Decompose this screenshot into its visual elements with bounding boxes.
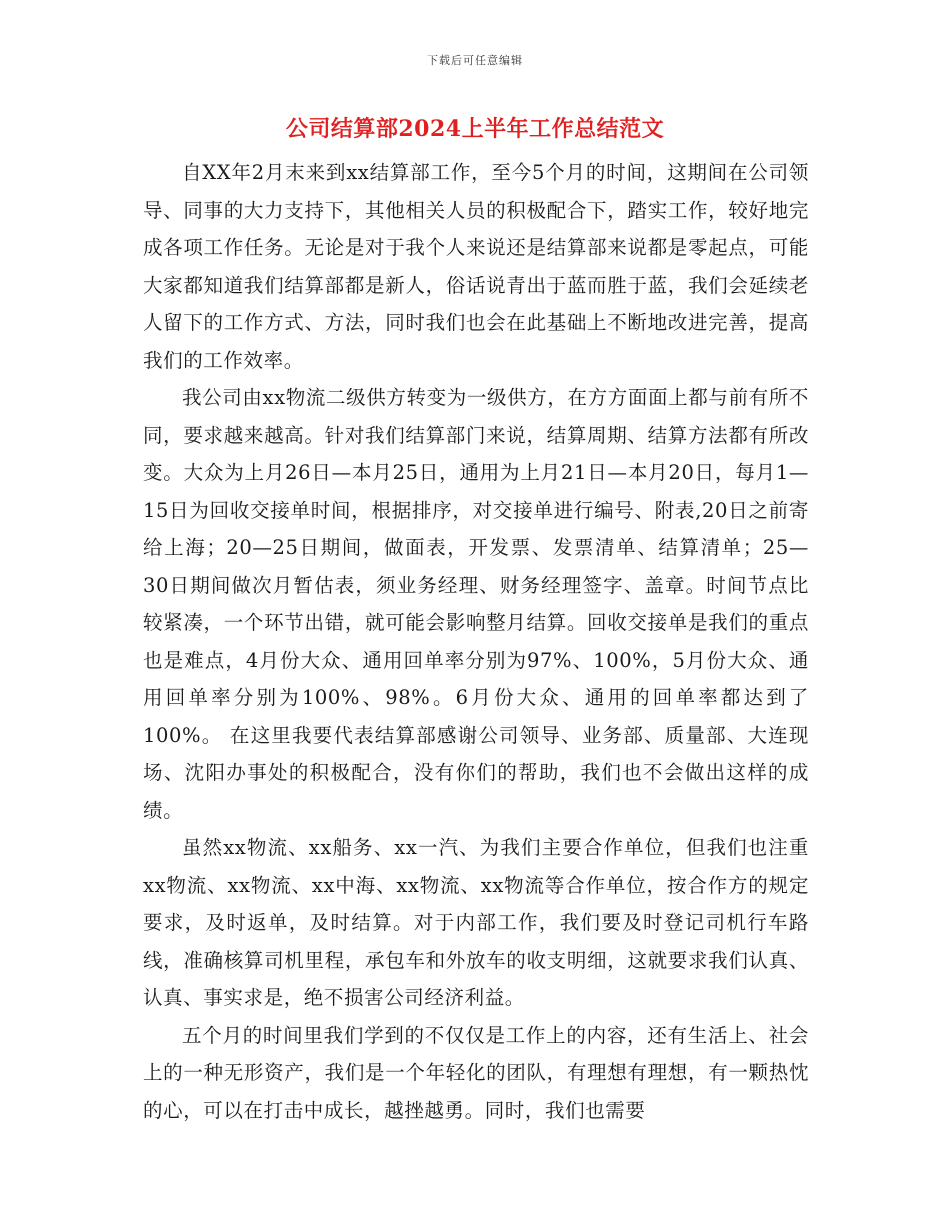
paragraph-2: 我公司由xx物流二级供方转变为一级供方，在方方面面上都与前有所不同，要求越来越高。针对我们结算部门来说，结算周期、结算方法都有所改变。大众为上月26日—本月25日，通用为上月21日—本月20日，每月1—15日为回收交接单时间，根据排序，对交接单进行编号、附表,20日之前寄给上海；20—25日期间，做面表，开发票、发票清单、结算清单；25—30日期间做次月暂估表，须业务经理、财务经理签字、盖章。时间节点比较紧凑，一个环节出错，就可能会影响整月结算。回收交接单是我们的重点也是难点，4月份大众、通用回单率分别为97%、100%，5月份大众、通用回单率分别为100%、98%。6月份大众、通用的回单率都达到了100%。 在这里我要代表结算部感谢公司领导、业务部、质量部、大连现场、沈阳办事处的积极配合，没有你们的帮助，我们也不会做出这样的成绩。 <box>143 386 809 822</box>
header-note: 下载后可任意编辑 <box>427 54 523 67</box>
document-body <box>143 154 809 1129</box>
paragraph-4: 五个月的时间里我们学到的不仅仅是工作上的内容，还有生活上、社会上的一种无形资产，我们是一个年轻化的团队，有理想有理想，有一颗热忱的心，可以在打击中成长，越挫越勇。同时，我们也需要 <box>143 1023 809 1122</box>
paragraph-1: 自XX年2月末来到xx结算部工作，至今5个月的时间，这期间在公司领导、同事的大力支持下，其他相关人员的积极配合下，踏实工作，较好地完成各项工作任务。无论是对于我个人来说还是结算部来说都是零起点，可能大家都知道我们结算部都是新人，俗话说青出于蓝而胜于蓝，我们会延续老人留下的工作方式、方法，同时我们也会在此基础上不断地改进完善，提高我们的工作效率。 <box>143 161 809 372</box>
document-title: 公司结算部2024上半年工作总结范文 <box>285 116 665 142</box>
paragraph-3: 虽然xx物流、xx船务、xx一汽、为我们主要合作单位，但我们也注重xx物流、xx物流、xx中海、xx物流、xx物流等合作单位，按合作方的规定要求，及时返单，及时结算。对于内部工作，我们要及时登记司机行车路线，准确核算司机里程，承包车和外放车的收支明细，这就要求我们认真、认真、事实求是，绝不损害公司经济利益。 <box>143 836 809 1009</box>
